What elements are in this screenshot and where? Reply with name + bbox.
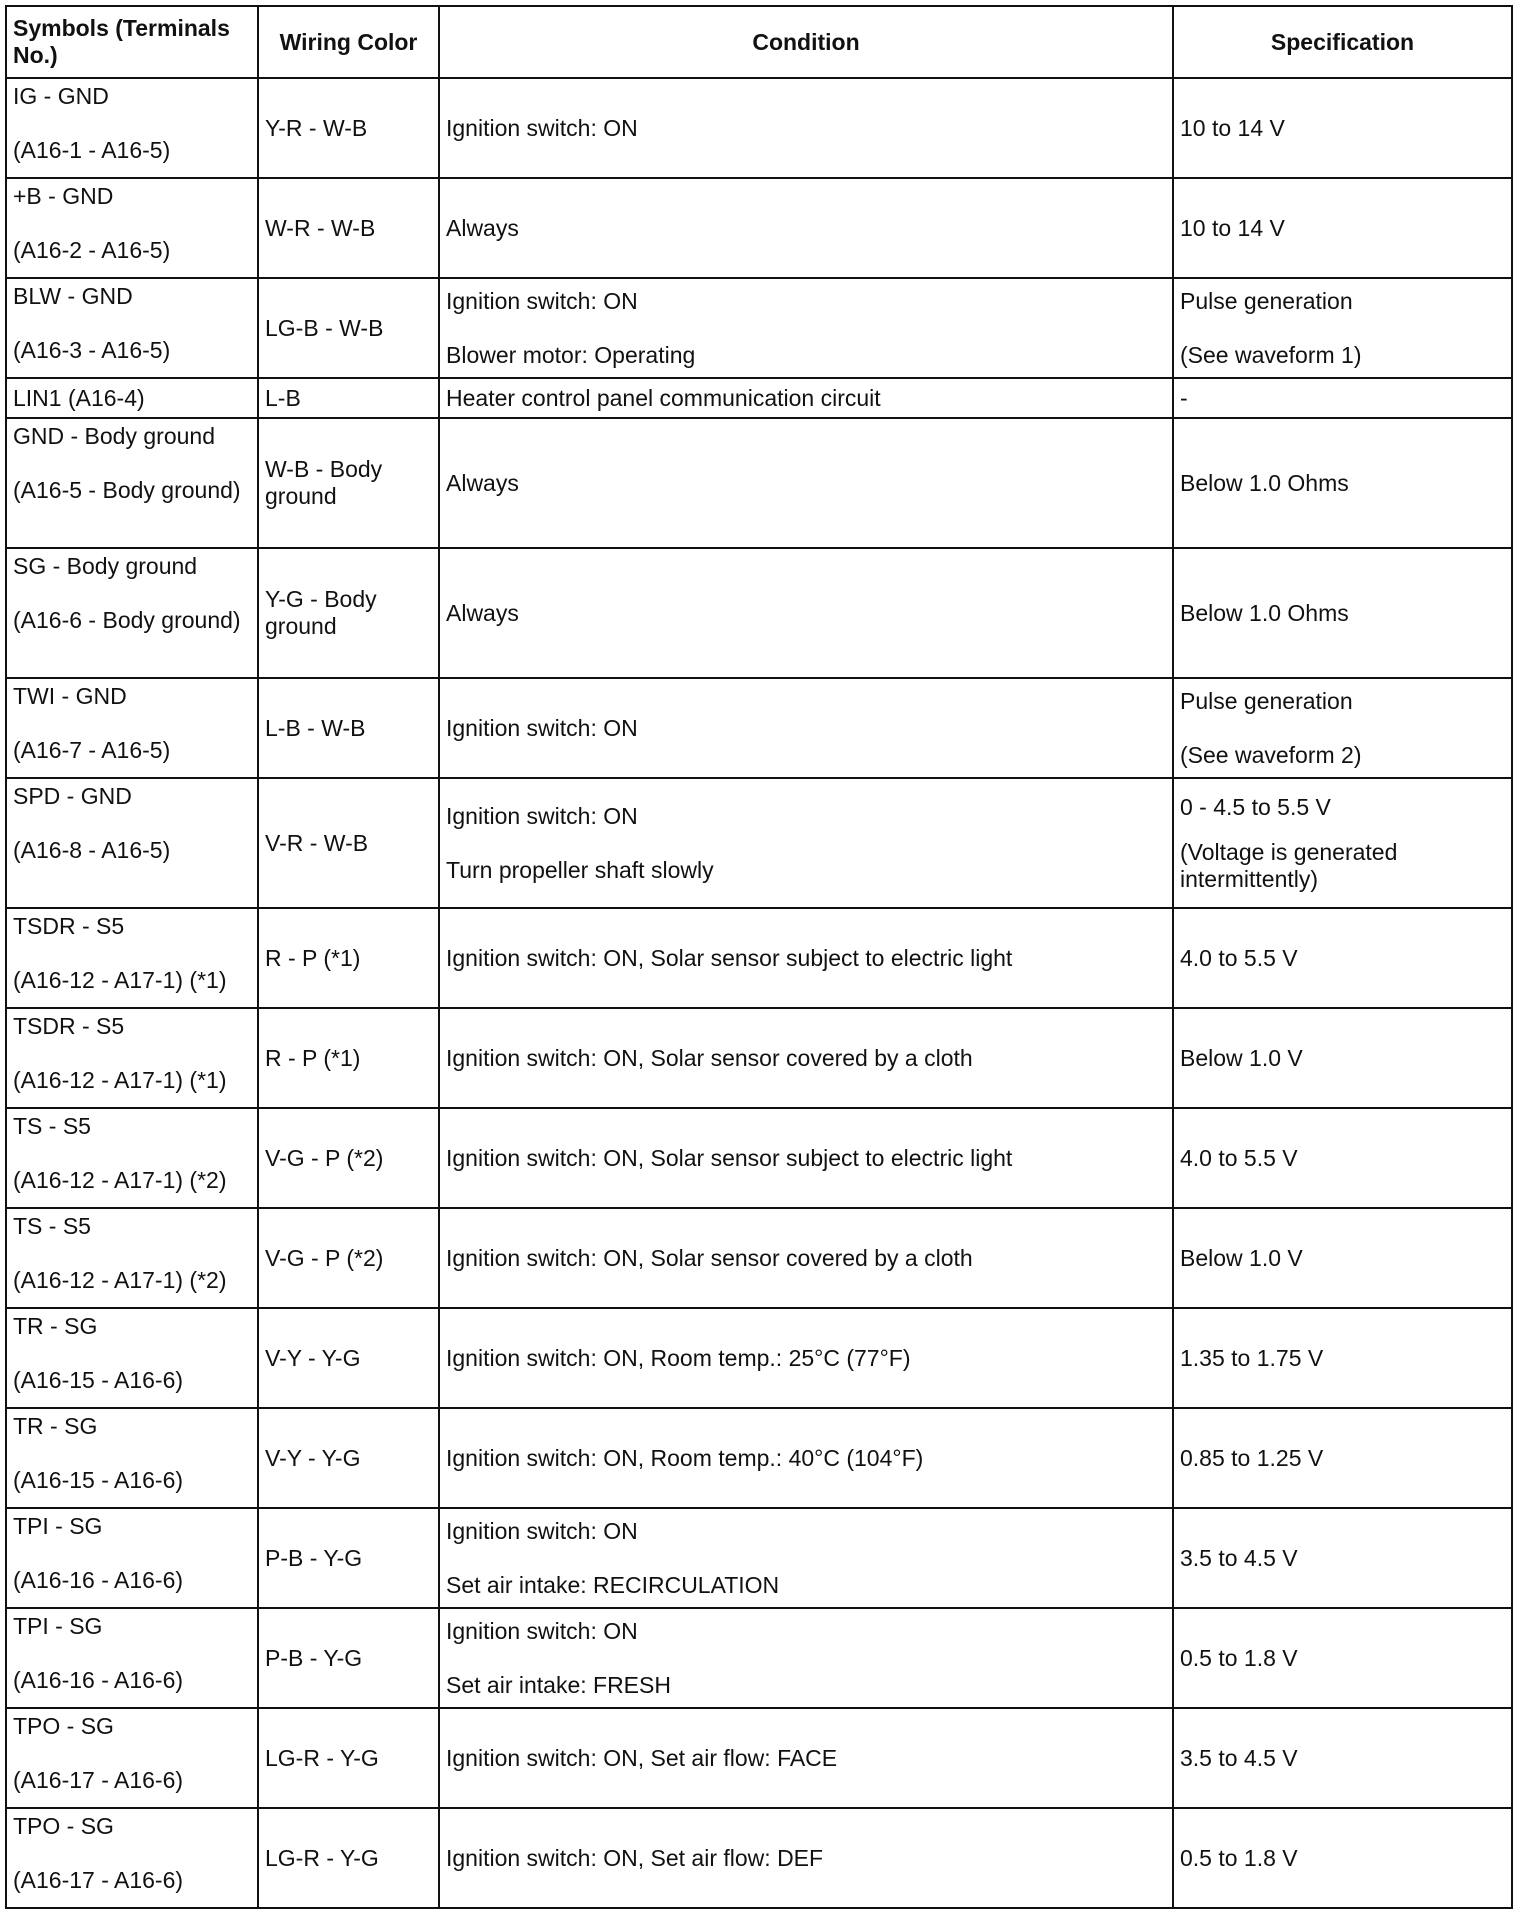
symbol-cell (6, 1308, 258, 1408)
specification-line: 1.35 to 1.75 V (1180, 1344, 1324, 1371)
specification-line: Below 1.0 Ohms (1180, 469, 1349, 496)
specification-cell (1173, 678, 1512, 778)
symbol-cell (6, 78, 258, 178)
condition-line: Heater control panel communication circuit (446, 384, 881, 411)
specification-cell (1173, 908, 1512, 1008)
symbol-label: TPO - SG (13, 1713, 114, 1739)
symbol-label: TPI - SG (13, 1513, 103, 1539)
specification-cell (1173, 1508, 1512, 1608)
wiring-color-cell: LG-B - W-B (258, 278, 439, 378)
table-row (6, 1708, 1512, 1808)
wiring-color-cell: R - P (*1) (258, 1008, 439, 1108)
table-row (6, 78, 1512, 178)
specification-line: 4.0 to 5.5 V (1180, 944, 1298, 971)
wiring-color-cell: L-B (258, 378, 439, 418)
specification-cell (1173, 278, 1512, 378)
specification-line: 0.5 to 1.8 V (1180, 1644, 1298, 1671)
symbol-cell (6, 178, 258, 278)
symbol-cell (6, 1108, 258, 1208)
symbol-label: TWI - GND (13, 683, 127, 709)
terminal-spec-table (5, 5, 1513, 1909)
wiring-color-cell: W-B - Body ground (258, 418, 439, 548)
specification-cell (1173, 1708, 1512, 1808)
terminal-numbers: (A16-17 - A16-6) (13, 1767, 184, 1793)
condition-cell (439, 178, 1173, 278)
specification-line: 3.5 to 4.5 V (1180, 1744, 1298, 1771)
symbol-cell (6, 1008, 258, 1108)
symbol-cell (6, 678, 258, 778)
specification-cell (1173, 778, 1512, 908)
table-row (6, 1308, 1512, 1408)
specification-line: (Voltage is generated intermittently) (1180, 838, 1398, 892)
condition-cell (439, 278, 1173, 378)
symbol-label: TPO - SG (13, 1813, 114, 1839)
terminal-numbers: (A16-16 - A16-6) (13, 1567, 184, 1593)
condition-cell (439, 678, 1173, 778)
specification-cell (1173, 1308, 1512, 1408)
terminal-numbers: (A16-16 - A16-6) (13, 1667, 184, 1693)
symbol-cell (6, 1408, 258, 1508)
condition-line: Ignition switch: ON (446, 114, 638, 141)
specification-cell (1173, 548, 1512, 678)
symbol-label: BLW - GND (13, 283, 133, 309)
condition-line: Ignition switch: ON (446, 802, 638, 829)
condition-line: Ignition switch: ON, Solar sensor subject to electric light (446, 1144, 1013, 1171)
condition-line: Ignition switch: ON (446, 287, 638, 314)
symbol-label: TR - SG (13, 1313, 98, 1339)
table-body (6, 78, 1512, 1908)
symbol-label: TPI - SG (13, 1613, 103, 1639)
terminal-numbers: (A16-2 - A16-5) (13, 237, 171, 263)
terminal-numbers: (A16-8 - A16-5) (13, 837, 171, 863)
condition-cell (439, 908, 1173, 1008)
terminal-numbers: (A16-12 - A17-1) (*1) (13, 1067, 227, 1093)
condition-line: Ignition switch: ON (446, 1617, 638, 1644)
specification-line: 4.0 to 5.5 V (1180, 1144, 1298, 1171)
terminal-numbers: (A16-7 - A16-5) (13, 737, 171, 763)
condition-cell (439, 1208, 1173, 1308)
wiring-color-cell: V-R - W-B (258, 778, 439, 908)
symbol-label: SG - Body ground (13, 553, 198, 579)
wiring-color-cell: LG-R - Y-G (258, 1708, 439, 1808)
table-row (6, 278, 1512, 378)
table-row (6, 1608, 1512, 1708)
specification-cell (1173, 1608, 1512, 1708)
condition-cell (439, 78, 1173, 178)
symbol-label: +B - GND (13, 183, 114, 209)
condition-cell (439, 418, 1173, 548)
symbol-cell (6, 548, 258, 678)
table-row (6, 1108, 1512, 1208)
specification-line: 0 - 4.5 to 5.5 V (1180, 793, 1331, 820)
specification-line: (See waveform 2) (1180, 741, 1362, 768)
terminal-numbers: (A16-15 - A16-6) (13, 1367, 184, 1393)
specification-cell (1173, 178, 1512, 278)
condition-line: Ignition switch: ON, Set air flow: FACE (446, 1744, 838, 1771)
symbol-cell (6, 1708, 258, 1808)
specification-line: (See waveform 1) (1180, 341, 1362, 368)
condition-line: Set air intake: FRESH (446, 1671, 671, 1698)
specification-cell (1173, 418, 1512, 548)
condition-cell (439, 378, 1173, 418)
terminal-numbers: (A16-6 - Body ground) (13, 607, 241, 633)
condition-line: Ignition switch: ON, Room temp.: 40°C (104°F) (446, 1444, 924, 1471)
condition-line: Always (446, 214, 519, 241)
specification-line: 3.5 to 4.5 V (1180, 1544, 1298, 1571)
terminal-spec-table-container (5, 5, 1513, 1909)
specification-line: Pulse generation (1180, 287, 1353, 314)
symbol-label: GND - Body ground (13, 423, 215, 449)
wiring-color-cell: P-B - Y-G (258, 1508, 439, 1608)
header-specification: Specification (1173, 6, 1512, 78)
symbol-label: TSDR - S5 (13, 1013, 125, 1039)
specification-line: Below 1.0 V (1180, 1044, 1303, 1071)
table-row (6, 178, 1512, 278)
symbol-cell (6, 778, 258, 908)
condition-line: Ignition switch: ON, Solar sensor covered by a cloth (446, 1244, 973, 1271)
condition-cell (439, 1408, 1173, 1508)
symbol-label: TSDR - S5 (13, 913, 125, 939)
terminal-numbers: (A16-5 - Body ground) (13, 477, 241, 503)
terminal-numbers: (A16-3 - A16-5) (13, 337, 171, 363)
specification-line: Below 1.0 V (1180, 1244, 1303, 1271)
specification-line: 0.85 to 1.25 V (1180, 1444, 1324, 1471)
header-wiring-color: Wiring Color (258, 6, 439, 78)
specification-line: 0.5 to 1.8 V (1180, 1844, 1298, 1871)
table-row (6, 378, 1512, 418)
symbol-label: TR - SG (13, 1413, 98, 1439)
wiring-color-cell: W-R - W-B (258, 178, 439, 278)
condition-line: Ignition switch: ON, Solar sensor subject to electric light (446, 944, 1013, 971)
table-row (6, 548, 1512, 678)
specification-cell (1173, 1008, 1512, 1108)
terminal-numbers: (A16-12 - A17-1) (*2) (13, 1267, 227, 1293)
specification-line: 10 to 14 V (1180, 114, 1285, 141)
wiring-color-cell: L-B - W-B (258, 678, 439, 778)
condition-cell (439, 1508, 1173, 1608)
specification-cell (1173, 1808, 1512, 1908)
symbol-cell (6, 1208, 258, 1308)
wiring-color-cell: V-G - P (*2) (258, 1108, 439, 1208)
symbol-label: LIN1 (A16-4) (13, 384, 145, 411)
table-row (6, 418, 1512, 548)
terminal-numbers: (A16-12 - A17-1) (*1) (13, 967, 227, 993)
specification-cell (1173, 1408, 1512, 1508)
specification-cell (1173, 378, 1512, 418)
symbol-label: IG - GND (13, 83, 109, 109)
condition-cell (439, 1608, 1173, 1708)
symbol-label: TS - S5 (13, 1213, 91, 1239)
specification-line: Below 1.0 Ohms (1180, 599, 1349, 626)
condition-line: Ignition switch: ON, Room temp.: 25°C (77°F) (446, 1344, 911, 1371)
condition-line: Set air intake: RECIRCULATION (446, 1571, 780, 1598)
table-row (6, 678, 1512, 778)
symbol-cell (6, 908, 258, 1008)
condition-cell (439, 1008, 1173, 1108)
specification-line: Pulse generation (1180, 687, 1353, 714)
condition-cell (439, 778, 1173, 908)
table-row (6, 908, 1512, 1008)
symbol-cell (6, 1808, 258, 1908)
condition-cell (439, 1108, 1173, 1208)
condition-line: Ignition switch: ON, Solar sensor covered by a cloth (446, 1044, 973, 1071)
symbol-cell (6, 1508, 258, 1608)
header-row (6, 6, 1512, 78)
table-row (6, 1408, 1512, 1508)
specification-cell (1173, 1208, 1512, 1308)
wiring-color-cell: V-Y - Y-G (258, 1308, 439, 1408)
wiring-color-cell: V-G - P (*2) (258, 1208, 439, 1308)
wiring-color-cell: P-B - Y-G (258, 1608, 439, 1708)
wiring-color-cell: V-Y - Y-G (258, 1408, 439, 1508)
condition-line: Always (446, 469, 519, 496)
header-condition: Condition (439, 6, 1173, 78)
condition-line: Ignition switch: ON (446, 714, 638, 741)
condition-cell (439, 548, 1173, 678)
table-row (6, 1208, 1512, 1308)
symbol-label: SPD - GND (13, 783, 132, 809)
condition-line: Turn propeller shaft slowly (446, 856, 714, 883)
terminal-numbers: (A16-15 - A16-6) (13, 1467, 184, 1493)
symbol-cell (6, 278, 258, 378)
condition-line: Blower motor: Operating (446, 341, 696, 368)
table-row (6, 778, 1512, 908)
symbol-cell (6, 378, 258, 418)
table-row (6, 1508, 1512, 1608)
wiring-color-cell: R - P (*1) (258, 908, 439, 1008)
wiring-color-cell: Y-G - Body ground (258, 548, 439, 678)
specification-line: - (1180, 384, 1188, 411)
condition-line: Ignition switch: ON (446, 1517, 638, 1544)
condition-cell (439, 1808, 1173, 1908)
table-row (6, 1008, 1512, 1108)
condition-cell (439, 1308, 1173, 1408)
specification-line: 10 to 14 V (1180, 214, 1285, 241)
specification-cell (1173, 78, 1512, 178)
header-symbols: Symbols (Terminals No.) (6, 6, 258, 78)
wiring-color-cell: Y-R - W-B (258, 78, 439, 178)
specification-cell (1173, 1108, 1512, 1208)
wiring-color-cell: LG-R - Y-G (258, 1808, 439, 1908)
condition-line: Ignition switch: ON, Set air flow: DEF (446, 1844, 824, 1871)
symbol-label: TS - S5 (13, 1113, 91, 1139)
condition-line: Always (446, 599, 519, 626)
condition-cell (439, 1708, 1173, 1808)
terminal-numbers: (A16-12 - A17-1) (*2) (13, 1167, 227, 1193)
terminal-numbers: (A16-17 - A16-6) (13, 1867, 184, 1893)
symbol-cell (6, 418, 258, 548)
symbol-cell (6, 1608, 258, 1708)
terminal-numbers: (A16-1 - A16-5) (13, 137, 171, 163)
table-row (6, 1808, 1512, 1908)
